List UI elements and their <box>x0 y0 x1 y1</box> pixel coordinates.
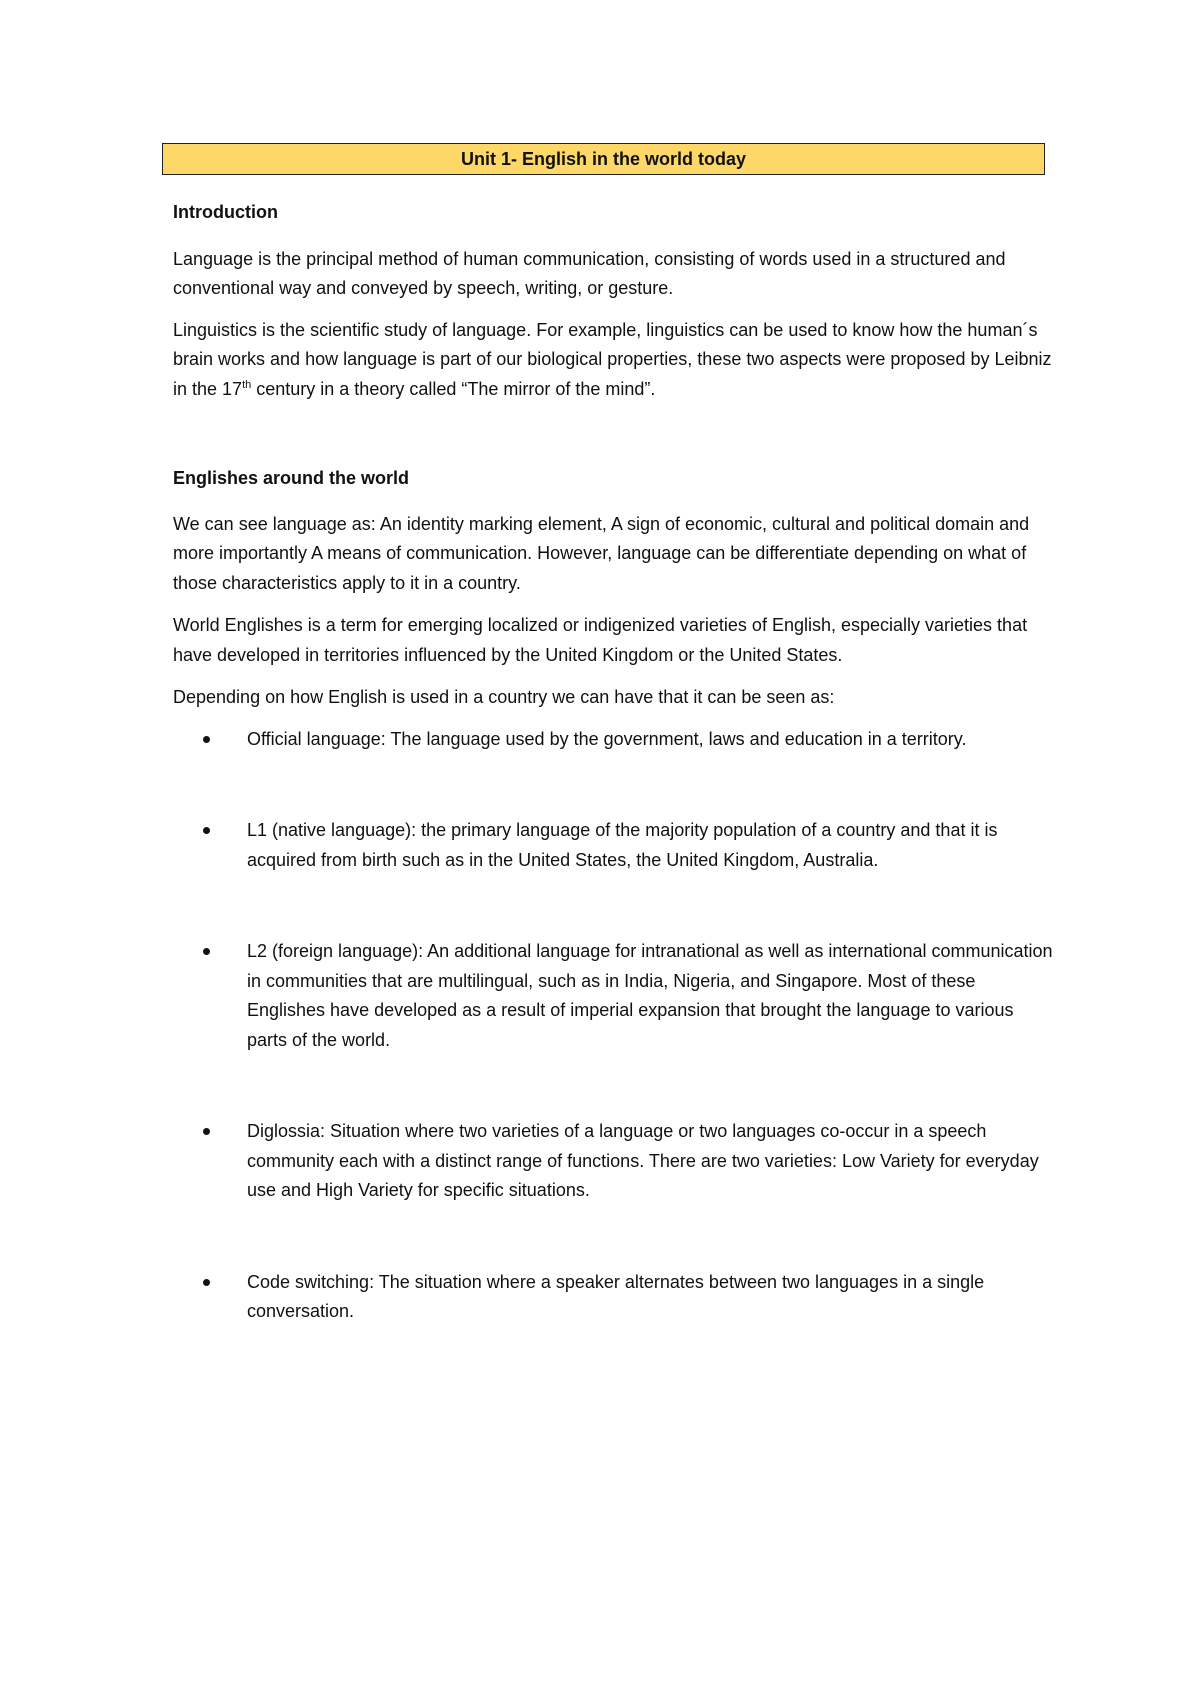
intro-paragraph-2-text-a: Linguistics is the scientific study of language. For example, linguistics can be used to know how the human´s brain works and how language is part of our biological properties, these two aspects were proposed by Leibniz in the 17 <box>173 319 1052 399</box>
bullet-text: Diglossia: Situation where two varieties of a language or two languages co-occur in a speech community each with a distinct range of functions. There are two varieties: Low Variety for everyday use and High Variety for specific situations. <box>247 1121 1039 1200</box>
bullet-text: L2 (foreign language): An additional language for intranational as well as international communication in communities that are multilingual, such as in India, Nigeria, and Singapore. Most of these Englishes have developed as a result of imperial expansion that brought the language to various parts of the world. <box>247 941 1053 1050</box>
bullet-dot-icon <box>203 1279 210 1286</box>
intro-paragraph-2-text-b: century in a theory called “The mirror of the mind”. <box>251 378 656 399</box>
bullet-diglossia <box>173 1117 1053 1206</box>
englishes-paragraph-2: World Englishes is a term for emerging localized or indigenized varieties of English, especially varieties that have developed in territories influenced by the United Kingdom or the United States. <box>173 615 1028 665</box>
intro-paragraph-1: Language is the principal method of human communication, consisting of words used in a structured and conventional way and conveyed by speech, writing, or gesture. <box>173 248 1006 298</box>
bullet-official-language <box>173 725 1053 755</box>
englishes-paragraph-1: We can see language as: An identity marking element, A sign of economic, cultural and political domain and more importantly A means of communication. However, language can be differentiate depending on what of those characteristics apply to it in a country. <box>173 513 1030 593</box>
bullet-dot-icon <box>203 736 210 743</box>
bullet-text: L1 (native language): the primary language of the majority population of a country and that it is acquired from birth such as in the United States, the United Kingdom, Australia. <box>247 820 998 870</box>
bullet-text: Code switching: The situation where a speaker alternates between two languages in a single conversation. <box>247 1271 985 1321</box>
usage-bullet-list <box>173 725 1053 1327</box>
unit-title-box <box>162 143 1045 175</box>
bullet-dot-icon <box>203 948 210 955</box>
intro-heading: Introduction <box>173 202 278 222</box>
englishes-paragraph-3: Depending on how English is used in a country we can have that it can be seen as: <box>173 687 835 707</box>
intro-paragraph-2 <box>173 316 1053 405</box>
bullet-l2 <box>173 937 1053 1055</box>
ordinal-superscript: th <box>242 378 252 391</box>
bullet-dot-icon <box>203 1128 210 1135</box>
bullet-l1 <box>173 816 1053 875</box>
bullet-code-switching <box>173 1268 1053 1327</box>
bullet-dot-icon <box>203 827 210 834</box>
bullet-text: Official language: The language used by the government, laws and education in a territory. <box>247 728 967 749</box>
unit-title: Unit 1- English in the world today <box>460 148 746 169</box>
englishes-heading: Englishes around the world <box>173 468 410 488</box>
document-body <box>173 198 1053 1327</box>
